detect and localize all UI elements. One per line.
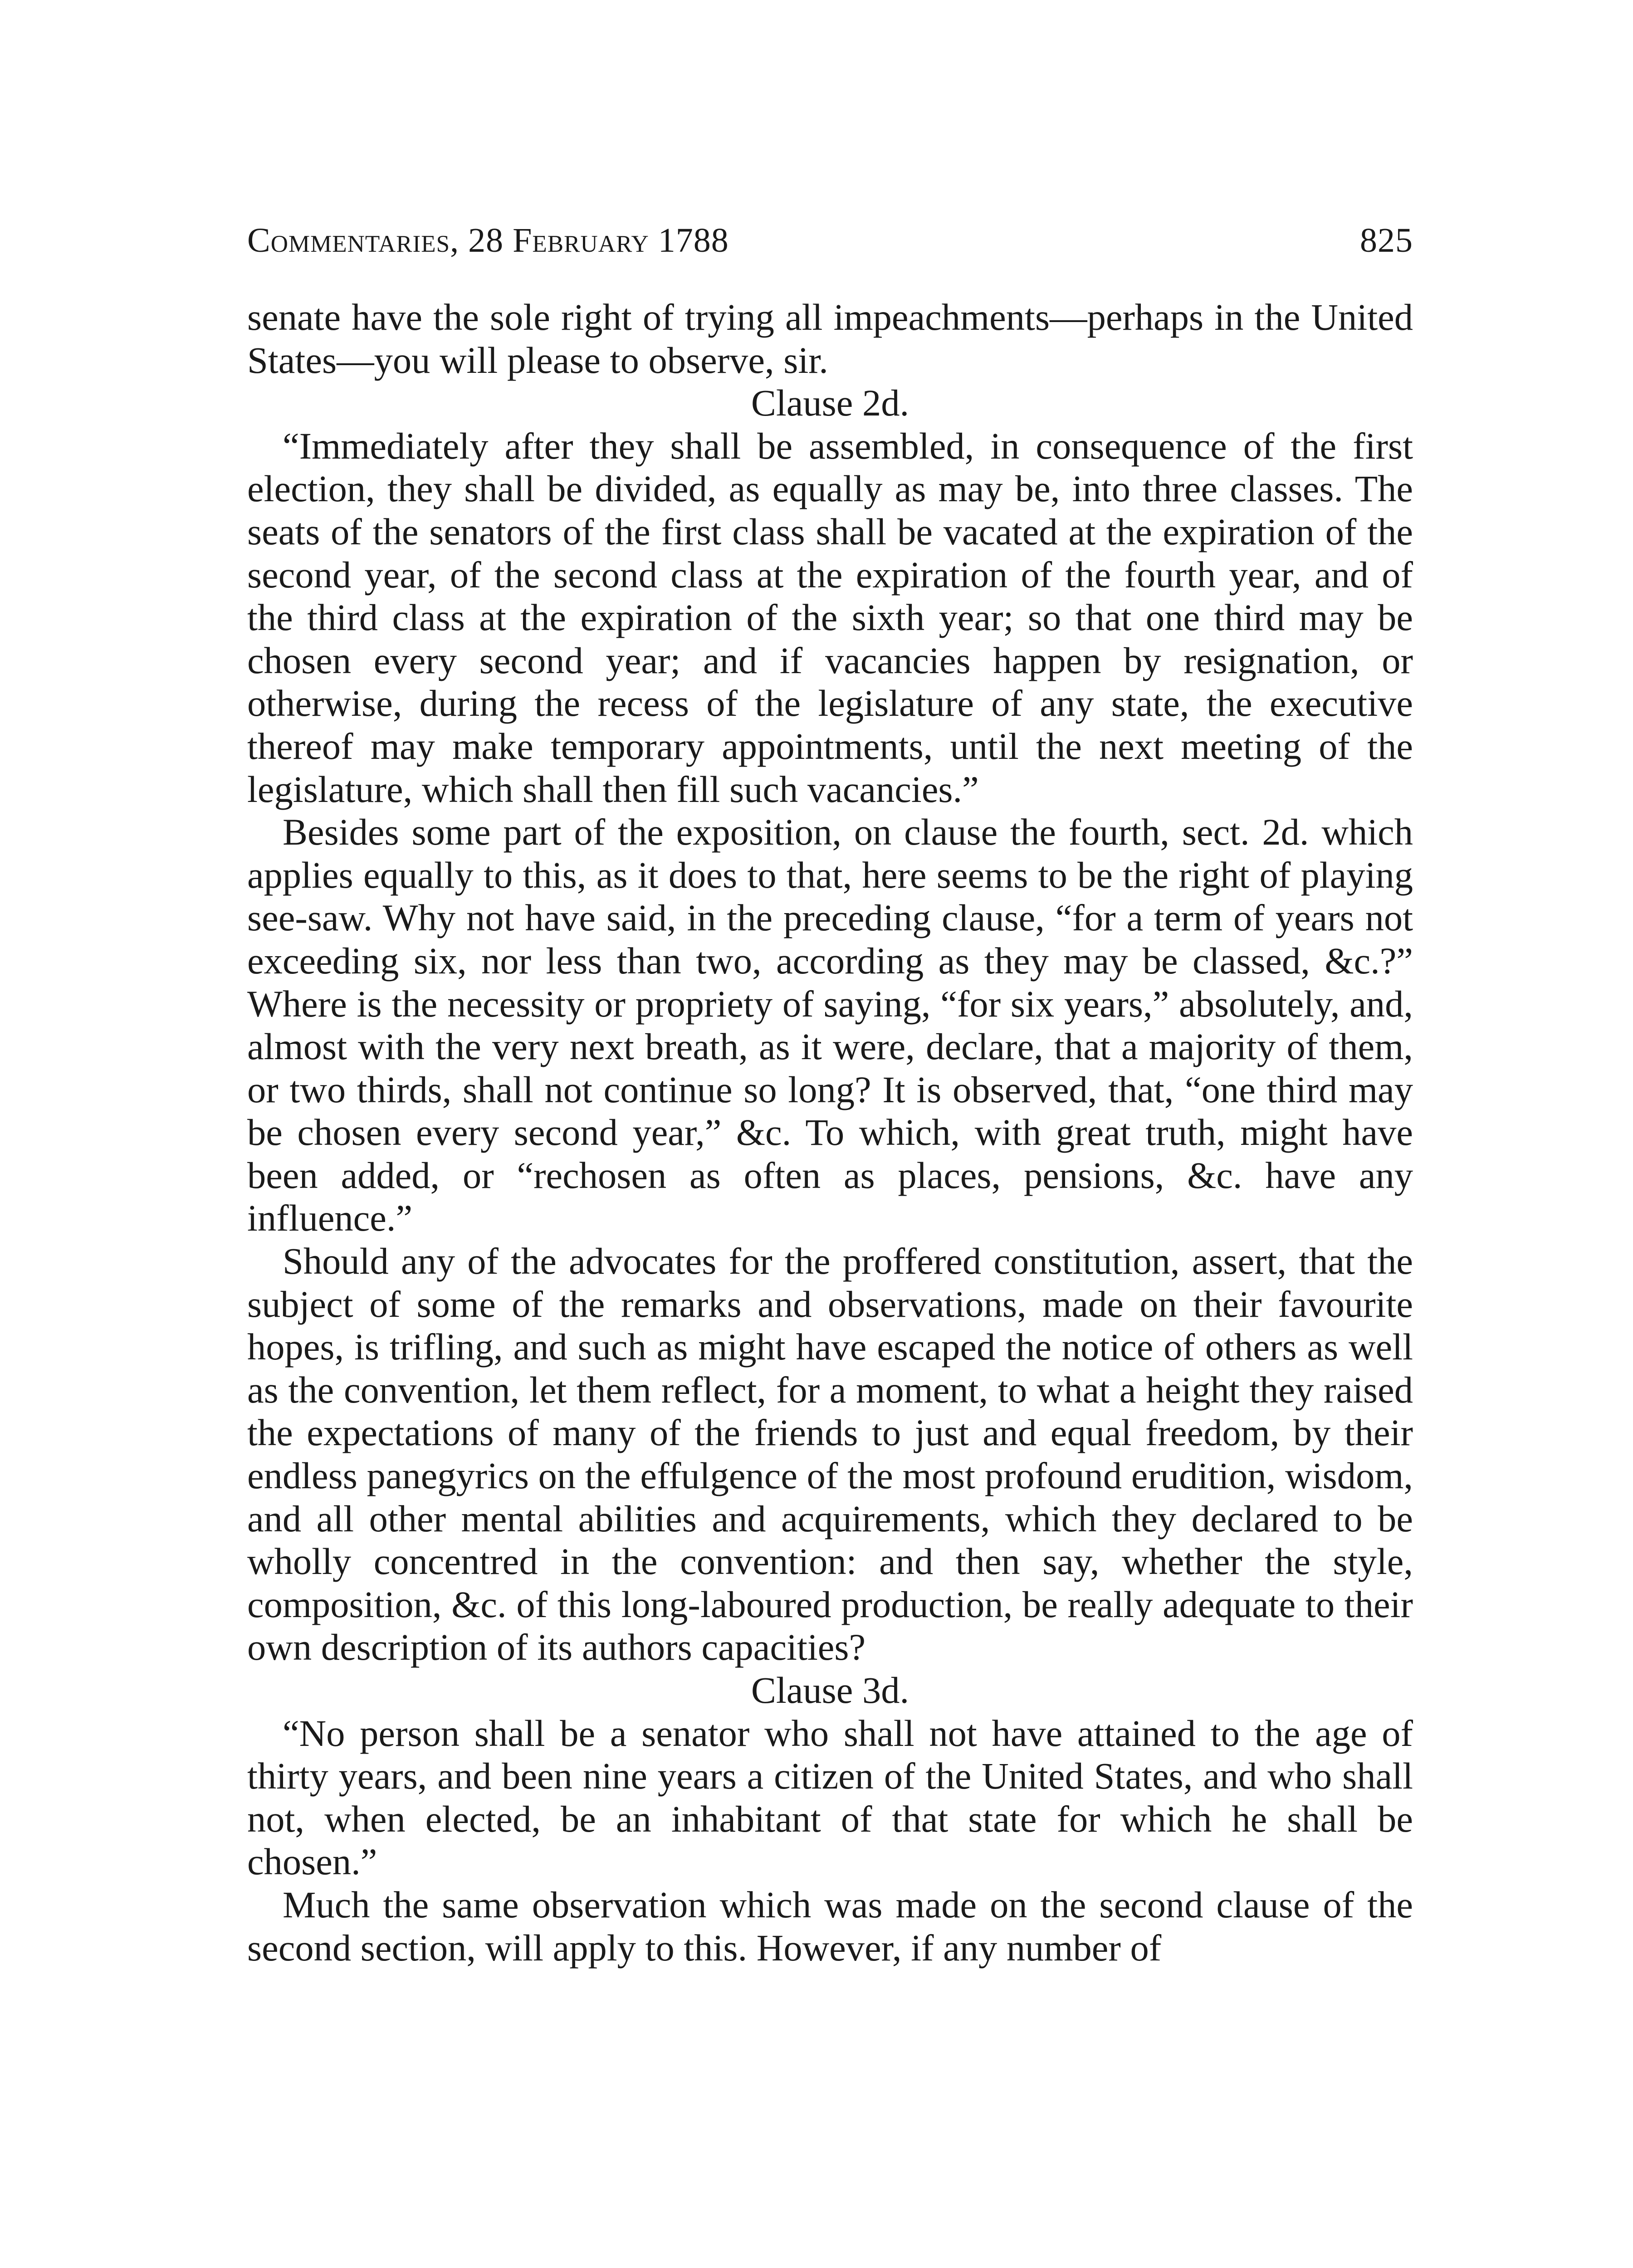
page-number: 825 — [1360, 221, 1413, 259]
quoted-clause-paragraph: “Immediately after they shall be assembled, in consequence of the first election, they shall be divided, as equally as may be, into three classes. The seats of the senators of the first class shall be vacated at the expiration of the second year, of the second class at the expiration of the fourth year, and of the third class at the expiration of the sixth year; so that one third may be chosen every second year; and if vacancies happen by resignation, or otherwise, during the recess of the legislature of any state, the executive thereof may make temporary appointments, until the next meeting of the legislature, which shall then fill such vacancies.” — [247, 425, 1413, 810]
body-text — [247, 296, 1413, 1969]
continuation-paragraph: senate have the sole right of trying all impeachments—perhaps in the United States—you will please to observe, sir. — [247, 296, 1413, 381]
running-title: Commentaries, 28 February 1788 — [247, 221, 729, 259]
quoted-clause-paragraph: “No person shall be a senator who shall not have attained to the age of thirty years, and been nine years a citizen of the United States, and who shall not, when elected, be an inhabitant of that state for which he shall be chosen.” — [247, 1712, 1413, 1883]
body-paragraph: Besides some part of the exposition, on clause the fourth, sect. 2d. which applies equally to this, as it does to that, here seems to be the right of playing see-saw. Why not have said, in the preceding clause, “for a term of years not exceeding six, nor less than two, according as they may be classed, &c.?” Where is the necessity or propriety of saying, “for six years,” absolutely, and, almost with the very next breath, as it were, declare, that a majority of them, or two thirds, shall not continue so long? It is observed, that, “one third may be chosen every second year,” &c. To which, with great truth, might have been added, or “rechosen as often as places, pensions, &c. have any influence.” — [247, 811, 1413, 1239]
body-paragraph: Should any of the advocates for the proffered constitution, assert, that the subject of some of the remarks and observations, made on their favourite hopes, is trifling, and such as might have escaped the notice of others as well as the convention, let them reflect, for a moment, to what a height they raised the expectations of many of the friends to just and equal freedom, by their endless panegyrics on the effulgence of the most profound erudition, wisdom, and all other mental abilities and acquirements, which they declared to be wholly concentred in the convention: and then say, whether the style, composition, &c. of this long-laboured production, be really adequate to their own description of its authors capacities? — [247, 1240, 1413, 1668]
clause-heading: Clause 2d. — [751, 382, 909, 424]
document-page — [247, 218, 1413, 1969]
body-paragraph: Much the same observation which was made on the second clause of the second section, will apply to this. However, if any number of — [247, 1883, 1413, 1969]
clause-heading: Clause 3d. — [751, 1669, 909, 1711]
running-head — [247, 218, 1413, 263]
